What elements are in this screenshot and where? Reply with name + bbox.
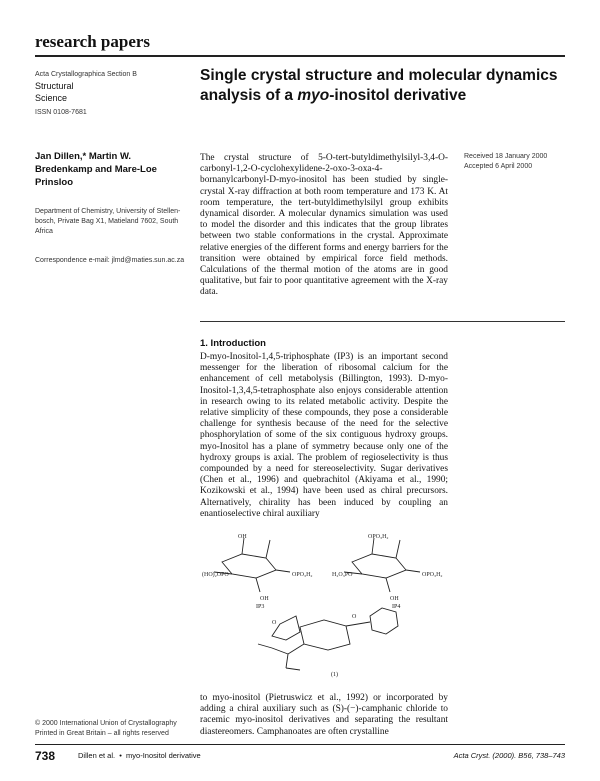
paper-title [200,66,570,106]
journal-section: Acta Crystallographica Section B [35,71,137,78]
cyclohexylidene-ring [370,608,398,634]
svg-text:OH: OH [238,534,247,540]
chemical-scheme [200,532,452,684]
inositol-ring [300,620,350,650]
authors [35,150,195,189]
abstract: The crystal structure of 5-O-tert-butyldimethylsilyl-3,4-O-carbonyl-1,2-O-cyclohexylidene-2-oxo-3-oxa-4-bornanylcarbonyl-D-myo-inositol has been studied by single-crystal X-ray diffraction at both room temperature and 173 K. At room temperature, the tert-butyldimethylsilyl group exhibits dynamical disorder. A molecular dynamics simulation was used to model the disorder and this indicates that the group librates between two stable conformations in the crystal. Approximate relative energies of the different forms and energy barriers for the transition were obtained by empirical force field methods. Calculations of the thermal motion of the atoms are in good qualitative, but fair to poor quantitative agreement with the X-ray data. [200,153,448,298]
footer-citation: Acta Cryst. (2000). B56, 738–743 [453,751,565,760]
footer-article: Dillen et al. • myo-Inositol derivative [78,751,201,760]
ip4-ring [352,554,406,578]
abstract-rule [200,321,565,322]
section-heading: 1. Introduction [200,338,266,349]
scheme-label-1: (1) [331,672,338,678]
ip3-ring [222,554,276,578]
svg-text:(HO)₂OPO: (HO)₂OPO [202,572,229,578]
svg-text:OH: OH [260,596,269,602]
intro-paragraph-2: to myo-inositol (Pietruswicz et al., 1992) or incorporated by adding a chiral auxiliary such as (S)-(−)-camphanic chloride to racemic myo-inositol derivatives and separating the resultant diastereomers. Camphanoates are often crystalline [200,693,448,737]
svg-text:H₂O₃PO: H₂O₃PO [332,572,353,578]
svg-text:O: O [352,614,357,620]
journal-subject-2: Science [35,93,68,103]
svg-text:OPO₃H₂: OPO₃H₂ [292,572,313,578]
title-line-2: analysis of a myo-inositol derivative [200,87,467,104]
affiliation: Department of Chemistry, University of Stellen- bosch, Private Bag X1, Matieland 7602, South Africa [35,208,181,235]
title-line-1: Single crystal structure and molecular dynamics [200,67,558,84]
copyright: © 2000 International Union of Crystallography Printed in Great Britain – all rights reserved [35,720,177,737]
svg-text:O: O [272,620,277,626]
correspondence: Correspondence e-mail: jlmd@maties.sun.ac.za [35,257,185,264]
issn: ISSN 0108-7681 [35,109,87,116]
received-date: Received 18 January 2000 [464,153,548,160]
footer-rule [35,744,565,745]
title-italic: myo [297,87,330,104]
author-line-1: Jan Dillen,* Martin W. [35,151,132,162]
page-number: 738 [35,749,56,763]
svg-text:OPO₃H₂: OPO₃H₂ [422,572,443,578]
journal-subject-1: Structural [35,81,74,91]
dates [464,152,574,172]
svg-text:OPO₃H₂: OPO₃H₂ [368,534,389,540]
section-label: research papers [35,32,151,51]
intro-paragraph-1: D-myo-Inositol-1,4,5-triphosphate (IP3) is an important second messenger for the liberation of ribosomal calcium for the enhancement of cell metabolysis (Billington, 1993). D-myo-Inositol-1,3,4,5-tetraphosphate also enjoys considerable attention in research owing to its related metabolic activity. Despite the relative simplicity of these compounds, they pose a considerable challenge for synthesis because of the need for the selective phosphorylation of some of the six contiguous hydroxy groups. myo-Inositol has a plane of symmetry because only one of the hydroxy groups is axial. The problem of regioselectivity is thus compounded by a need for stereoselectivity. Sugar derivatives (Chen et al., 1996) and quebrachitol (Akiyama et al., 1990; Kozikowski et al., 1994) have been used as chiral precursors. Alternatively, chirality has been induced by coupling an enantioselective chiral auxiliary [200,352,448,519]
scheme-label-ip4: IP4 [392,604,401,610]
author-line-2: Bredenkamp and Mare-Loe [35,164,157,175]
header-rule [35,55,565,57]
accepted-date: Accepted 6 April 2000 [464,163,533,170]
svg-text:OH: OH [390,596,399,602]
author-line-3: Prinsloo [35,177,74,188]
scheme-label-ip3: IP3 [256,604,265,610]
journal-info [35,70,185,118]
